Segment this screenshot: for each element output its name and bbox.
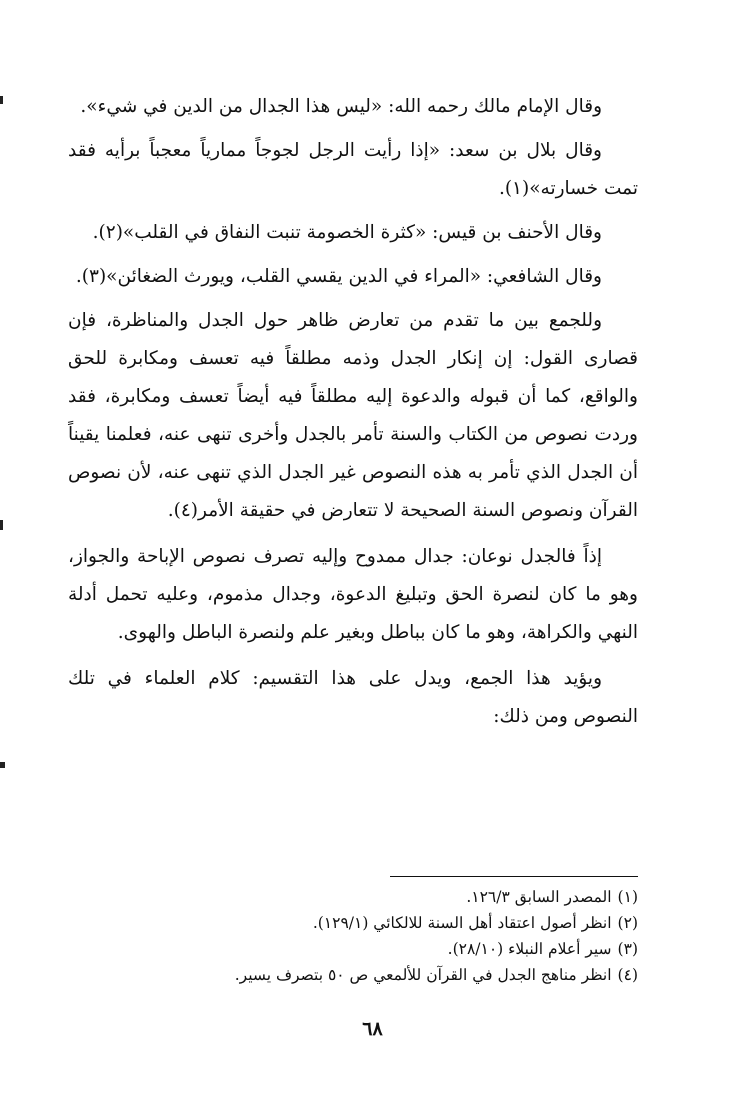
paragraph-reconciliation: وللجمع بين ما تقدم من تعارض ظاهر حول الجدل والمناظرة، فإن قصارى القول: إن إنكار الجدل وذمه مطلقاً فيه تعسف ومكابرة للحق والواقع، كما أن قبوله والدعوة إليه مطلقاً فيه أيضاً تعسف ومكابرة، فقد وردت نصوص من الكتاب والسنة تأمر بالجدل وأخرى تنهى عنه، فعلمنا يقيناً أن الجدل الذي تأمر به هذه النصوص غير الجدل الذي تنهى عنه، لأن نصوص القرآن ونصوص السنة الصحيحة لا تتعارض في حقيقة الأمر(٤). bbox=[68, 310, 638, 521]
footnote-4 bbox=[68, 962, 638, 988]
main-text bbox=[68, 88, 638, 744]
footnote-1 bbox=[68, 884, 638, 910]
scan-edge-mark bbox=[0, 520, 3, 530]
footnote-3 bbox=[68, 936, 638, 962]
footnote-2 bbox=[68, 910, 638, 936]
footnote-divider bbox=[390, 876, 638, 877]
paragraph-ahnaf: وقال الأحنف بن قيس: «كثرة الخصومة تنبت النفاق في القلب»(٢). bbox=[92, 222, 602, 243]
footnote-text: انظر أصول اعتقاد أهل السنة للالكائي (١٢٩/١). bbox=[312, 914, 612, 932]
footnotes bbox=[68, 884, 638, 988]
footnote-number: (٤) bbox=[617, 966, 638, 984]
footnote-number: (١) bbox=[617, 888, 638, 906]
footnote-text: سير أعلام النبلاء (٢٨/١٠). bbox=[447, 940, 612, 958]
footnote-number: (٢) bbox=[617, 914, 638, 932]
paragraph-shafii: وقال الشافعي: «المراء في الدين يقسي القلب، ويورث الضغائن»(٣). bbox=[75, 266, 602, 287]
footnote-text: انظر مناهج الجدل في القرآن للألمعي ص ٥٠ بتصرف يسير. bbox=[234, 966, 612, 984]
paragraph-support: ويؤيد هذا الجمع، ويدل على هذا التقسيم: كلام العلماء في تلك النصوص ومن ذلك: bbox=[68, 668, 638, 727]
footnote-text: المصدر السابق ١٢٦/٣. bbox=[466, 888, 612, 906]
paragraph-two-types: إذاً فالجدل نوعان: جدال ممدوح وإليه تصرف نصوص الإباحة والجواز، وهو ما كان لنصرة الحق وتبليغ الدعوة، وجدال مذموم، وعليه تحمل أدلة النهي والكراهة، وهو ما كان بباطل وبغير علم ولنصرة الباطل والهوى. bbox=[68, 546, 638, 643]
paragraph-bilal: وقال بلال بن سعد: «إذا رأيت الرجل لجوجاً ممارياً معجباً برأيه فقد تمت خسارته»(١). bbox=[68, 140, 638, 199]
footnote-number: (٣) bbox=[617, 940, 638, 958]
paragraph-malik: وقال الإمام مالك رحمه الله: «ليس هذا الجدال من الدين في شيء». bbox=[80, 96, 602, 117]
page-number: ٦٨ bbox=[362, 1018, 383, 1040]
scan-edge-mark bbox=[0, 96, 3, 104]
scan-edge-mark bbox=[0, 762, 5, 768]
